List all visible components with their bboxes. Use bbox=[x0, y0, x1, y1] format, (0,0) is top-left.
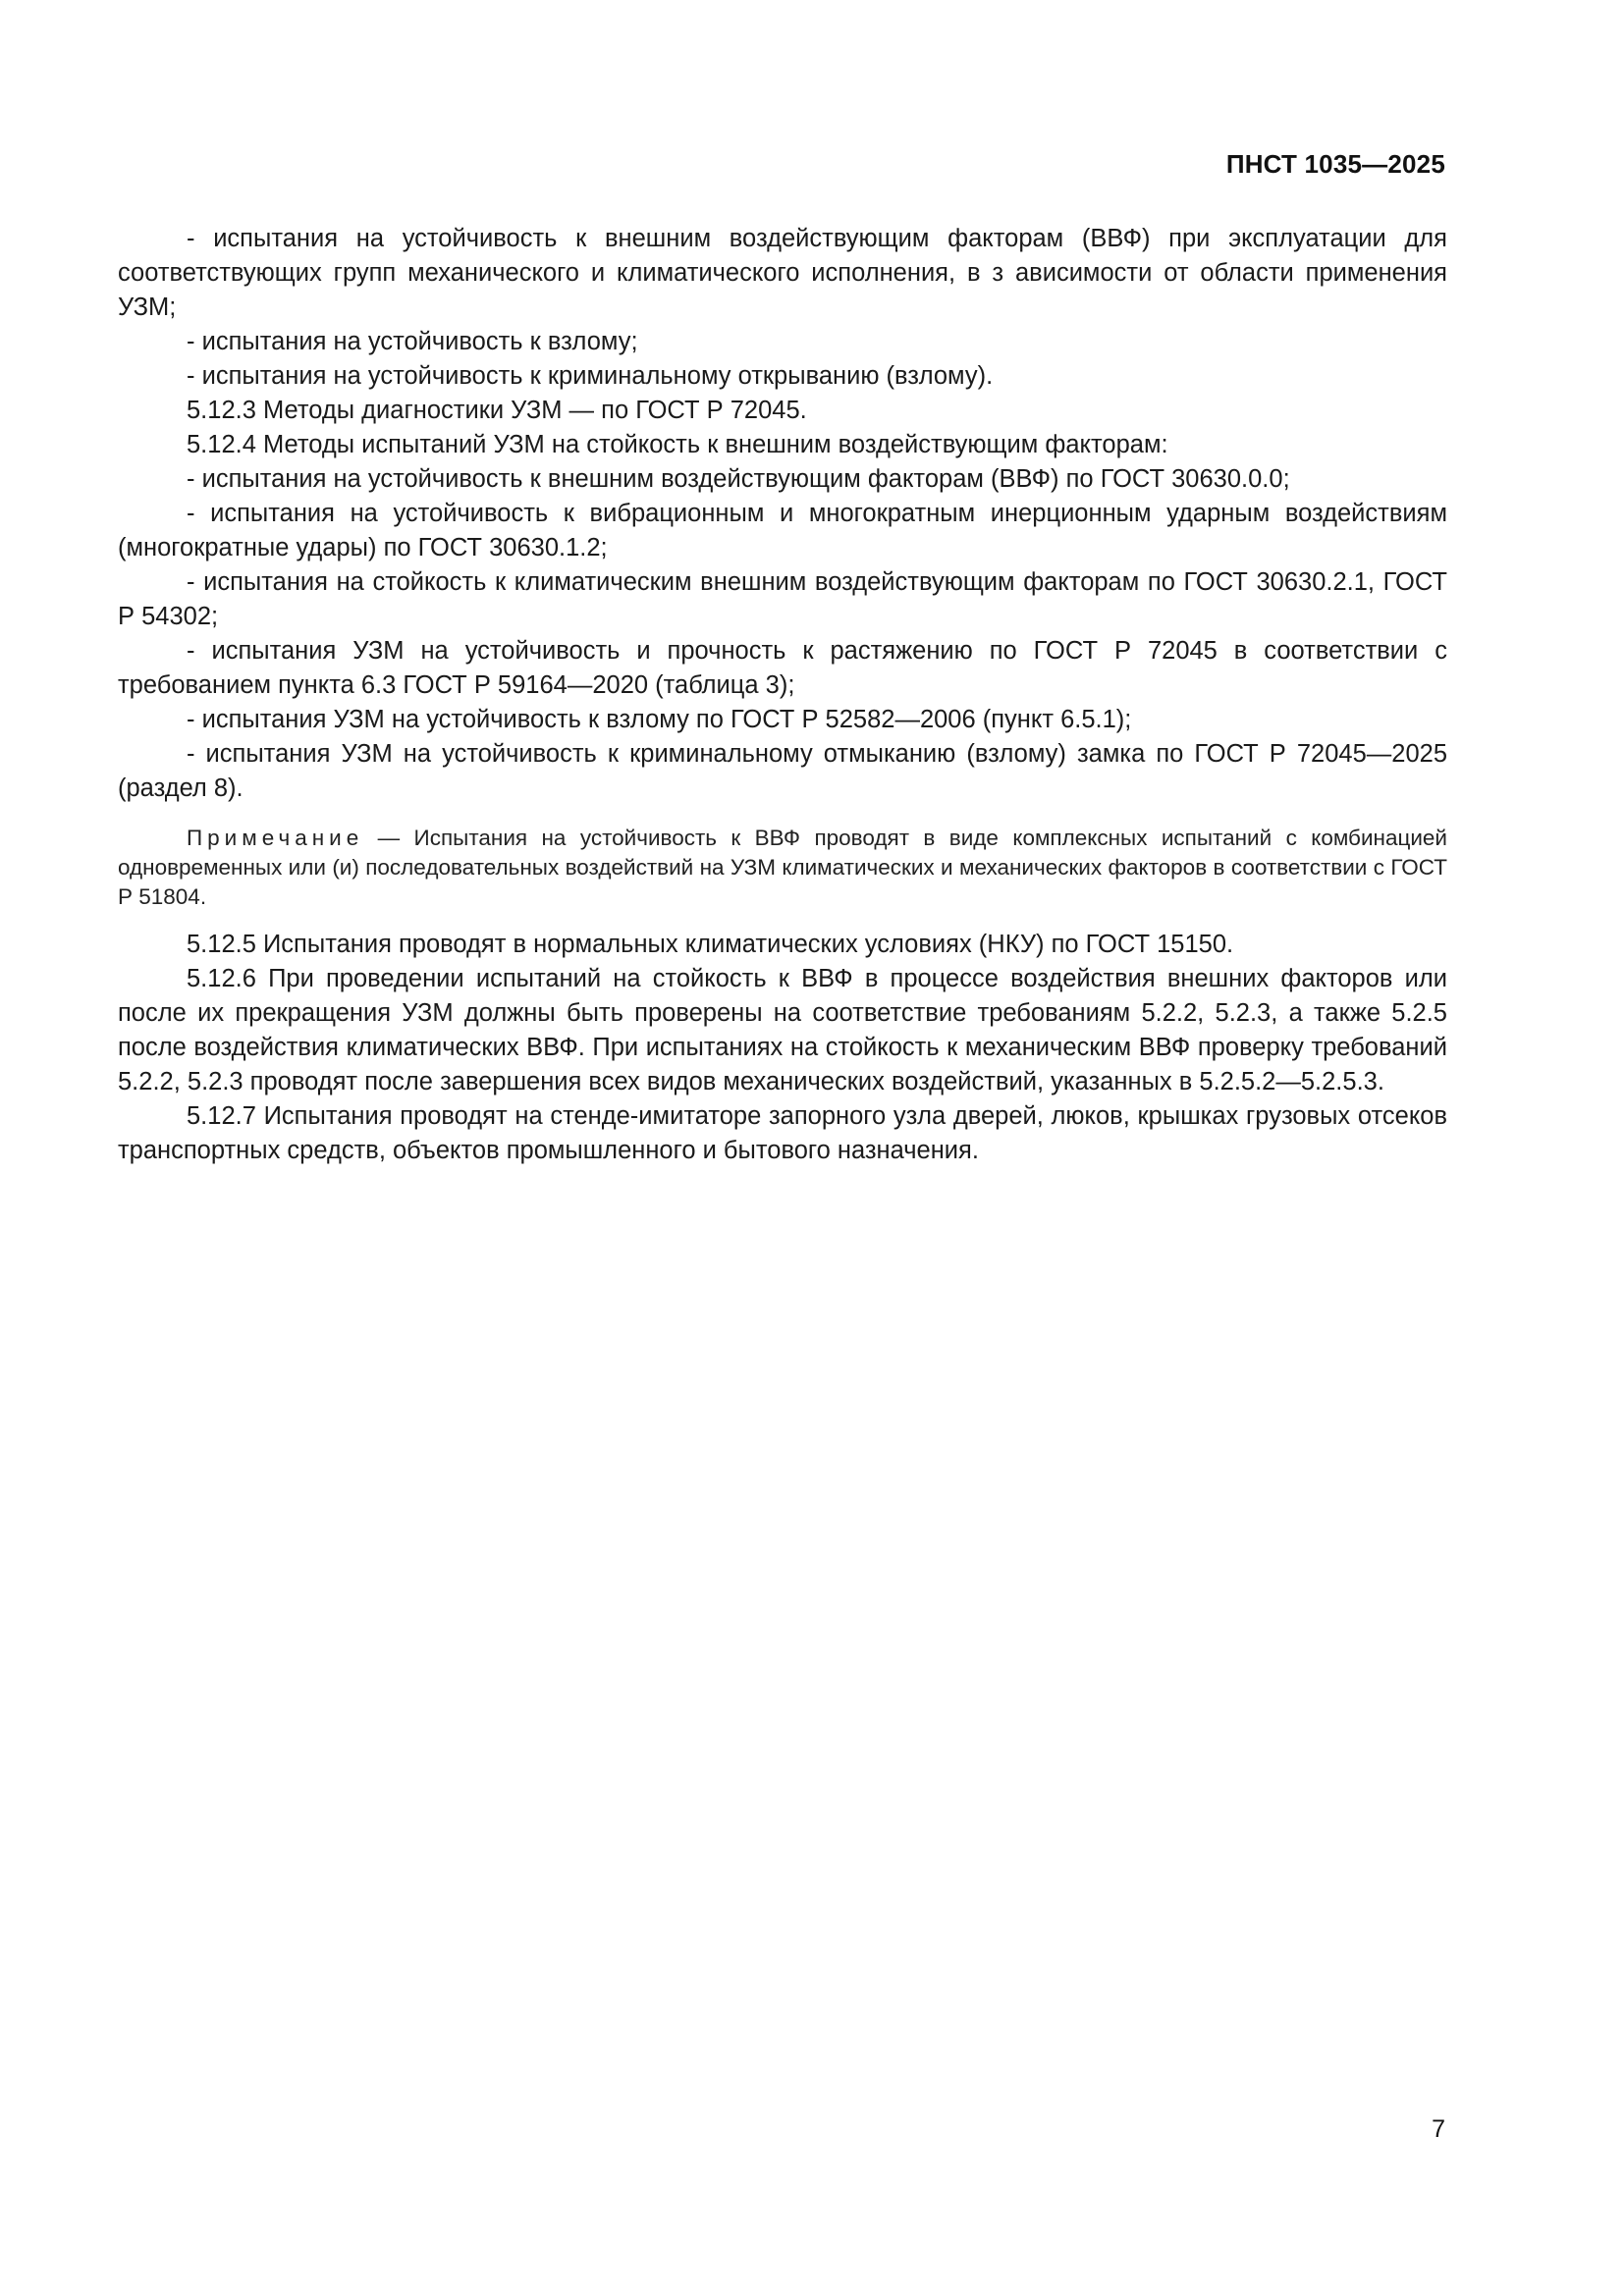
paragraph-list-item: - испытания на стойкость к климатическим внешним воздействующим факторам по ГОСТ 30630.2.1, ГОСТ Р 54302; bbox=[118, 568, 1447, 630]
paragraph-list-item: - испытания УЗМ на устойчивость к взлому по ГОСТ Р 52582—2006 (пункт 6.5.1); bbox=[187, 706, 1132, 733]
paragraph-list-item: - испытания на устойчивость к внешним воздействующим факторам (ВВФ) при эксплуатации для соответствующих групп механического и климатического исполнения, в з ависимости от области применения УЗМ; bbox=[118, 225, 1447, 321]
paragraph-list-item: - испытания на устойчивость к внешним воздействующим факторам (ВВФ) по ГОСТ 30630.0.0; bbox=[187, 465, 1290, 493]
paragraph-list-item: - испытания на устойчивость к взлому; bbox=[187, 328, 638, 355]
paragraph-section-5-12-3: 5.12.3 Методы диагностики УЗМ — по ГОСТ Р 72045. bbox=[187, 397, 807, 424]
note-block bbox=[118, 824, 1447, 912]
document-body bbox=[118, 222, 1447, 1168]
paragraph-list-item: - испытания УЗМ на устойчивость к криминальному отмыканию (взлому) замка по ГОСТ Р 72045—2025 (раздел 8). bbox=[118, 740, 1447, 802]
document-code-header: ПНСТ 1035—2025 bbox=[1225, 149, 1445, 179]
paragraph-list-item: - испытания на устойчивость к вибрационным и многократным инерционным ударным воздействиям (многократные удары) по ГОСТ 30630.1.2; bbox=[118, 500, 1447, 561]
paragraph-section-5-12-4: 5.12.4 Методы испытаний УЗМ на стойкость к внешним воздействующим факторам: bbox=[187, 431, 1168, 458]
paragraph-section-5-12-5: 5.12.5 Испытания проводят в нормальных климатических условиях (НКУ) по ГОСТ 15150. bbox=[187, 931, 1234, 958]
note-text: — Испытания на устойчивость к ВВФ проводят в виде комплексных испытаний с комбинацией одновременных или (и) последовательных воздействий на УЗМ климатических и механических факторов в соответствии с ГОСТ Р 51804. bbox=[118, 826, 1447, 909]
paragraph-list-item: - испытания на устойчивость к криминальному открыванию (взлому). bbox=[187, 362, 994, 390]
page-number: 7 bbox=[1432, 2115, 1445, 2143]
paragraph-list-item: - испытания УЗМ на устойчивость и прочность к растяжению по ГОСТ Р 72045 в соответствии с требованием пункта 6.3 ГОСТ Р 59164—2020 (таблица 3); bbox=[118, 637, 1447, 699]
note-label: Примечание bbox=[187, 826, 364, 850]
paragraph-section-5-12-7: 5.12.7 Испытания проводят на стенде-имитаторе запорного узла дверей, люков, крышках грузовых отсеков транспортных средств, объектов промышленного и бытового назначения. bbox=[118, 1102, 1447, 1164]
paragraph-section-5-12-6: 5.12.6 При проведении испытаний на стойкость к ВВФ в процессе воздействия внешних факторов или после их прекращения УЗМ должны быть проверены на соответствие требованиям 5.2.2, 5.2.3, а также 5.2.5 после воздействия климатических ВВФ. При испытаниях на стойкость к механическим ВВФ проверку требований 5.2.2, 5.2.3 проводят после завершения всех видов механических воздействий, указанных в 5.2.5.2—5.2.5.3. bbox=[118, 965, 1447, 1095]
